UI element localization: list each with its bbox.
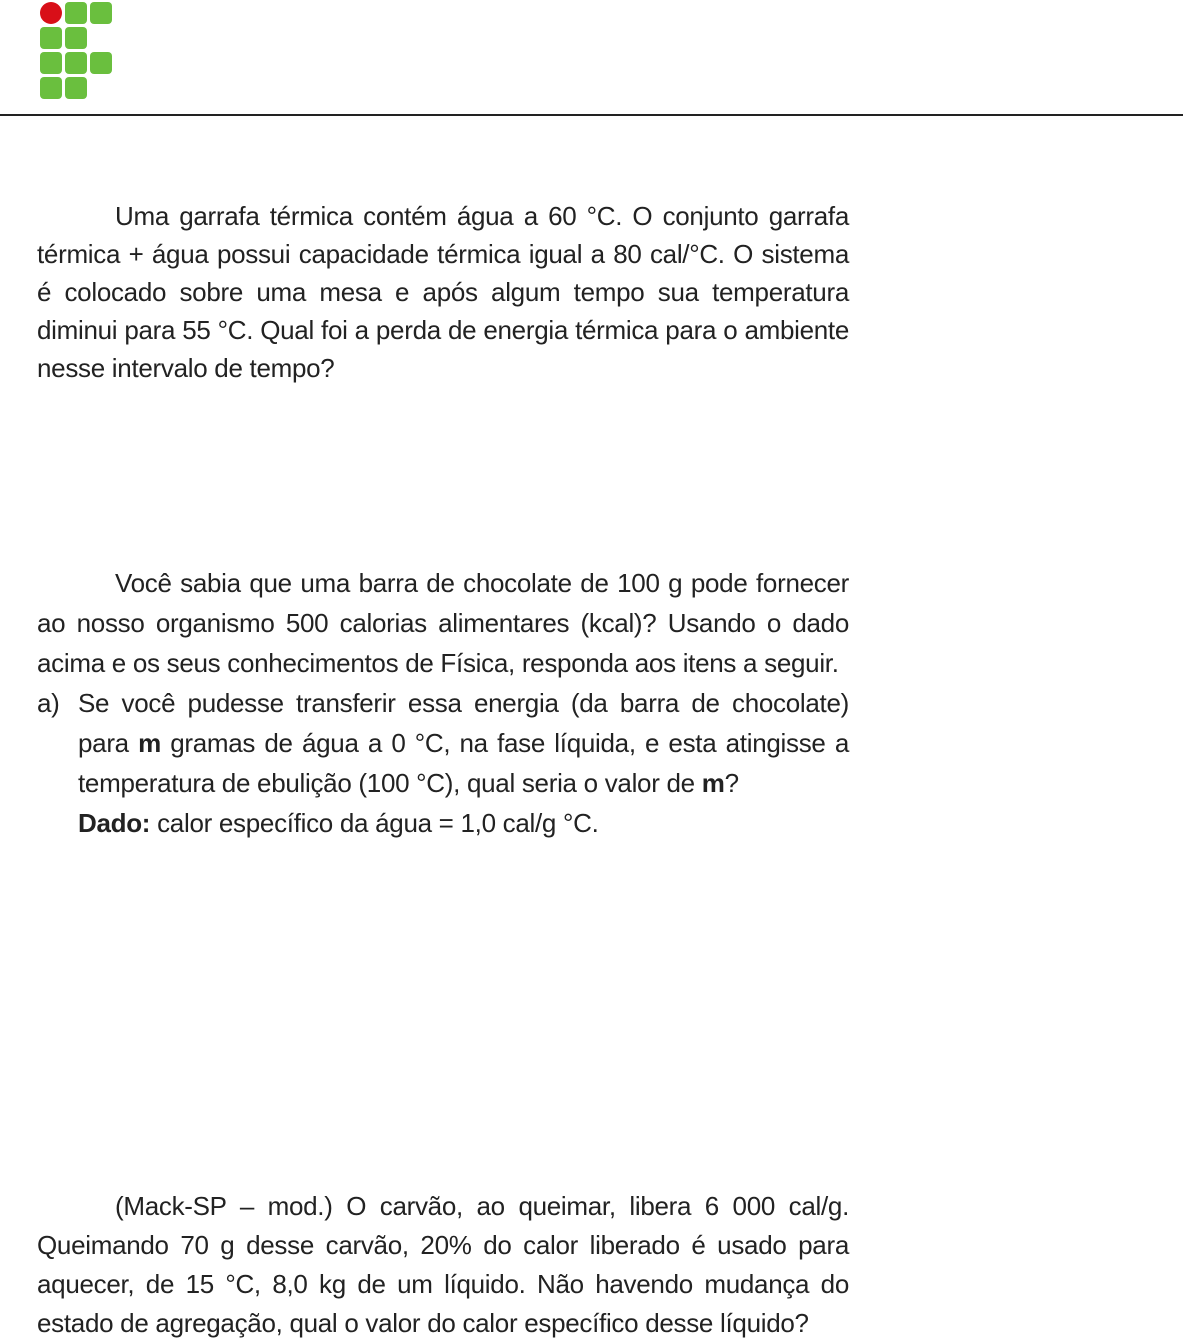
item-a-part1: Se você pudesse transferir essa energia (da barra de chocolate) para — [78, 688, 849, 758]
logo-square — [90, 2, 112, 24]
logo-square — [40, 77, 62, 99]
item-a-part2: gramas de água a 0 °C, na fase líquida, e esta atingisse a temperatura de ebulição (100 °C), qual seria o valor de — [78, 728, 849, 798]
question-1 — [37, 197, 849, 387]
item-a-text — [78, 683, 849, 843]
institute-logo — [40, 2, 120, 102]
header-divider — [0, 114, 1183, 116]
question-2-item-a — [37, 683, 849, 843]
logo-square — [40, 27, 62, 49]
logo-square — [65, 27, 87, 49]
item-a-given-text: calor específico da água = 1,0 cal/g °C. — [157, 808, 599, 838]
question-2 — [37, 563, 849, 843]
question-1-text: Uma garrafa térmica contém água a 60 °C. O conjunto garrafa térmica + água possui capacidade térmica igual a 80 cal/°C. O sistema é colocado sobre uma mesa e após algum tempo sua temperatura diminui para 55 °C. Qual foi a perda de energia térmica para o ambiente nesse intervalo de tempo? — [37, 201, 849, 383]
item-a-variable-m: m — [138, 728, 161, 758]
logo-red-dot — [40, 2, 62, 24]
item-a-label: a) — [37, 688, 60, 718]
item-a-given-label: Dado: — [78, 808, 151, 838]
question-2-text: Você sabia que uma barra de chocolate de 100 g pode fornecer ao nosso organismo 500 calorias alimentares (kcal)? Usando o dado acima e os seus conhecimentos de Física, responda aos itens a seguir. — [37, 568, 849, 678]
item-a-variable-m: m — [701, 768, 725, 798]
question-3-text: (Mack-SP – mod.) O carvão, ao queimar, libera 6 000 cal/g. Queimando 70 g desse carvão, 20% do calor liberado é usado para aquecer, de 15 °C, 8,0 kg de um líquido. Não havendo mudança do estado de agregação, qual o valor do calor específico desse líquido? — [37, 1191, 849, 1338]
item-a-part3: ? — [724, 768, 739, 798]
question-2-intro — [37, 563, 849, 683]
logo-square — [90, 52, 112, 74]
question-3 — [37, 1187, 849, 1343]
logo-square — [65, 77, 87, 99]
logo-square — [65, 2, 87, 24]
logo-square — [65, 52, 87, 74]
logo-square — [40, 52, 62, 74]
